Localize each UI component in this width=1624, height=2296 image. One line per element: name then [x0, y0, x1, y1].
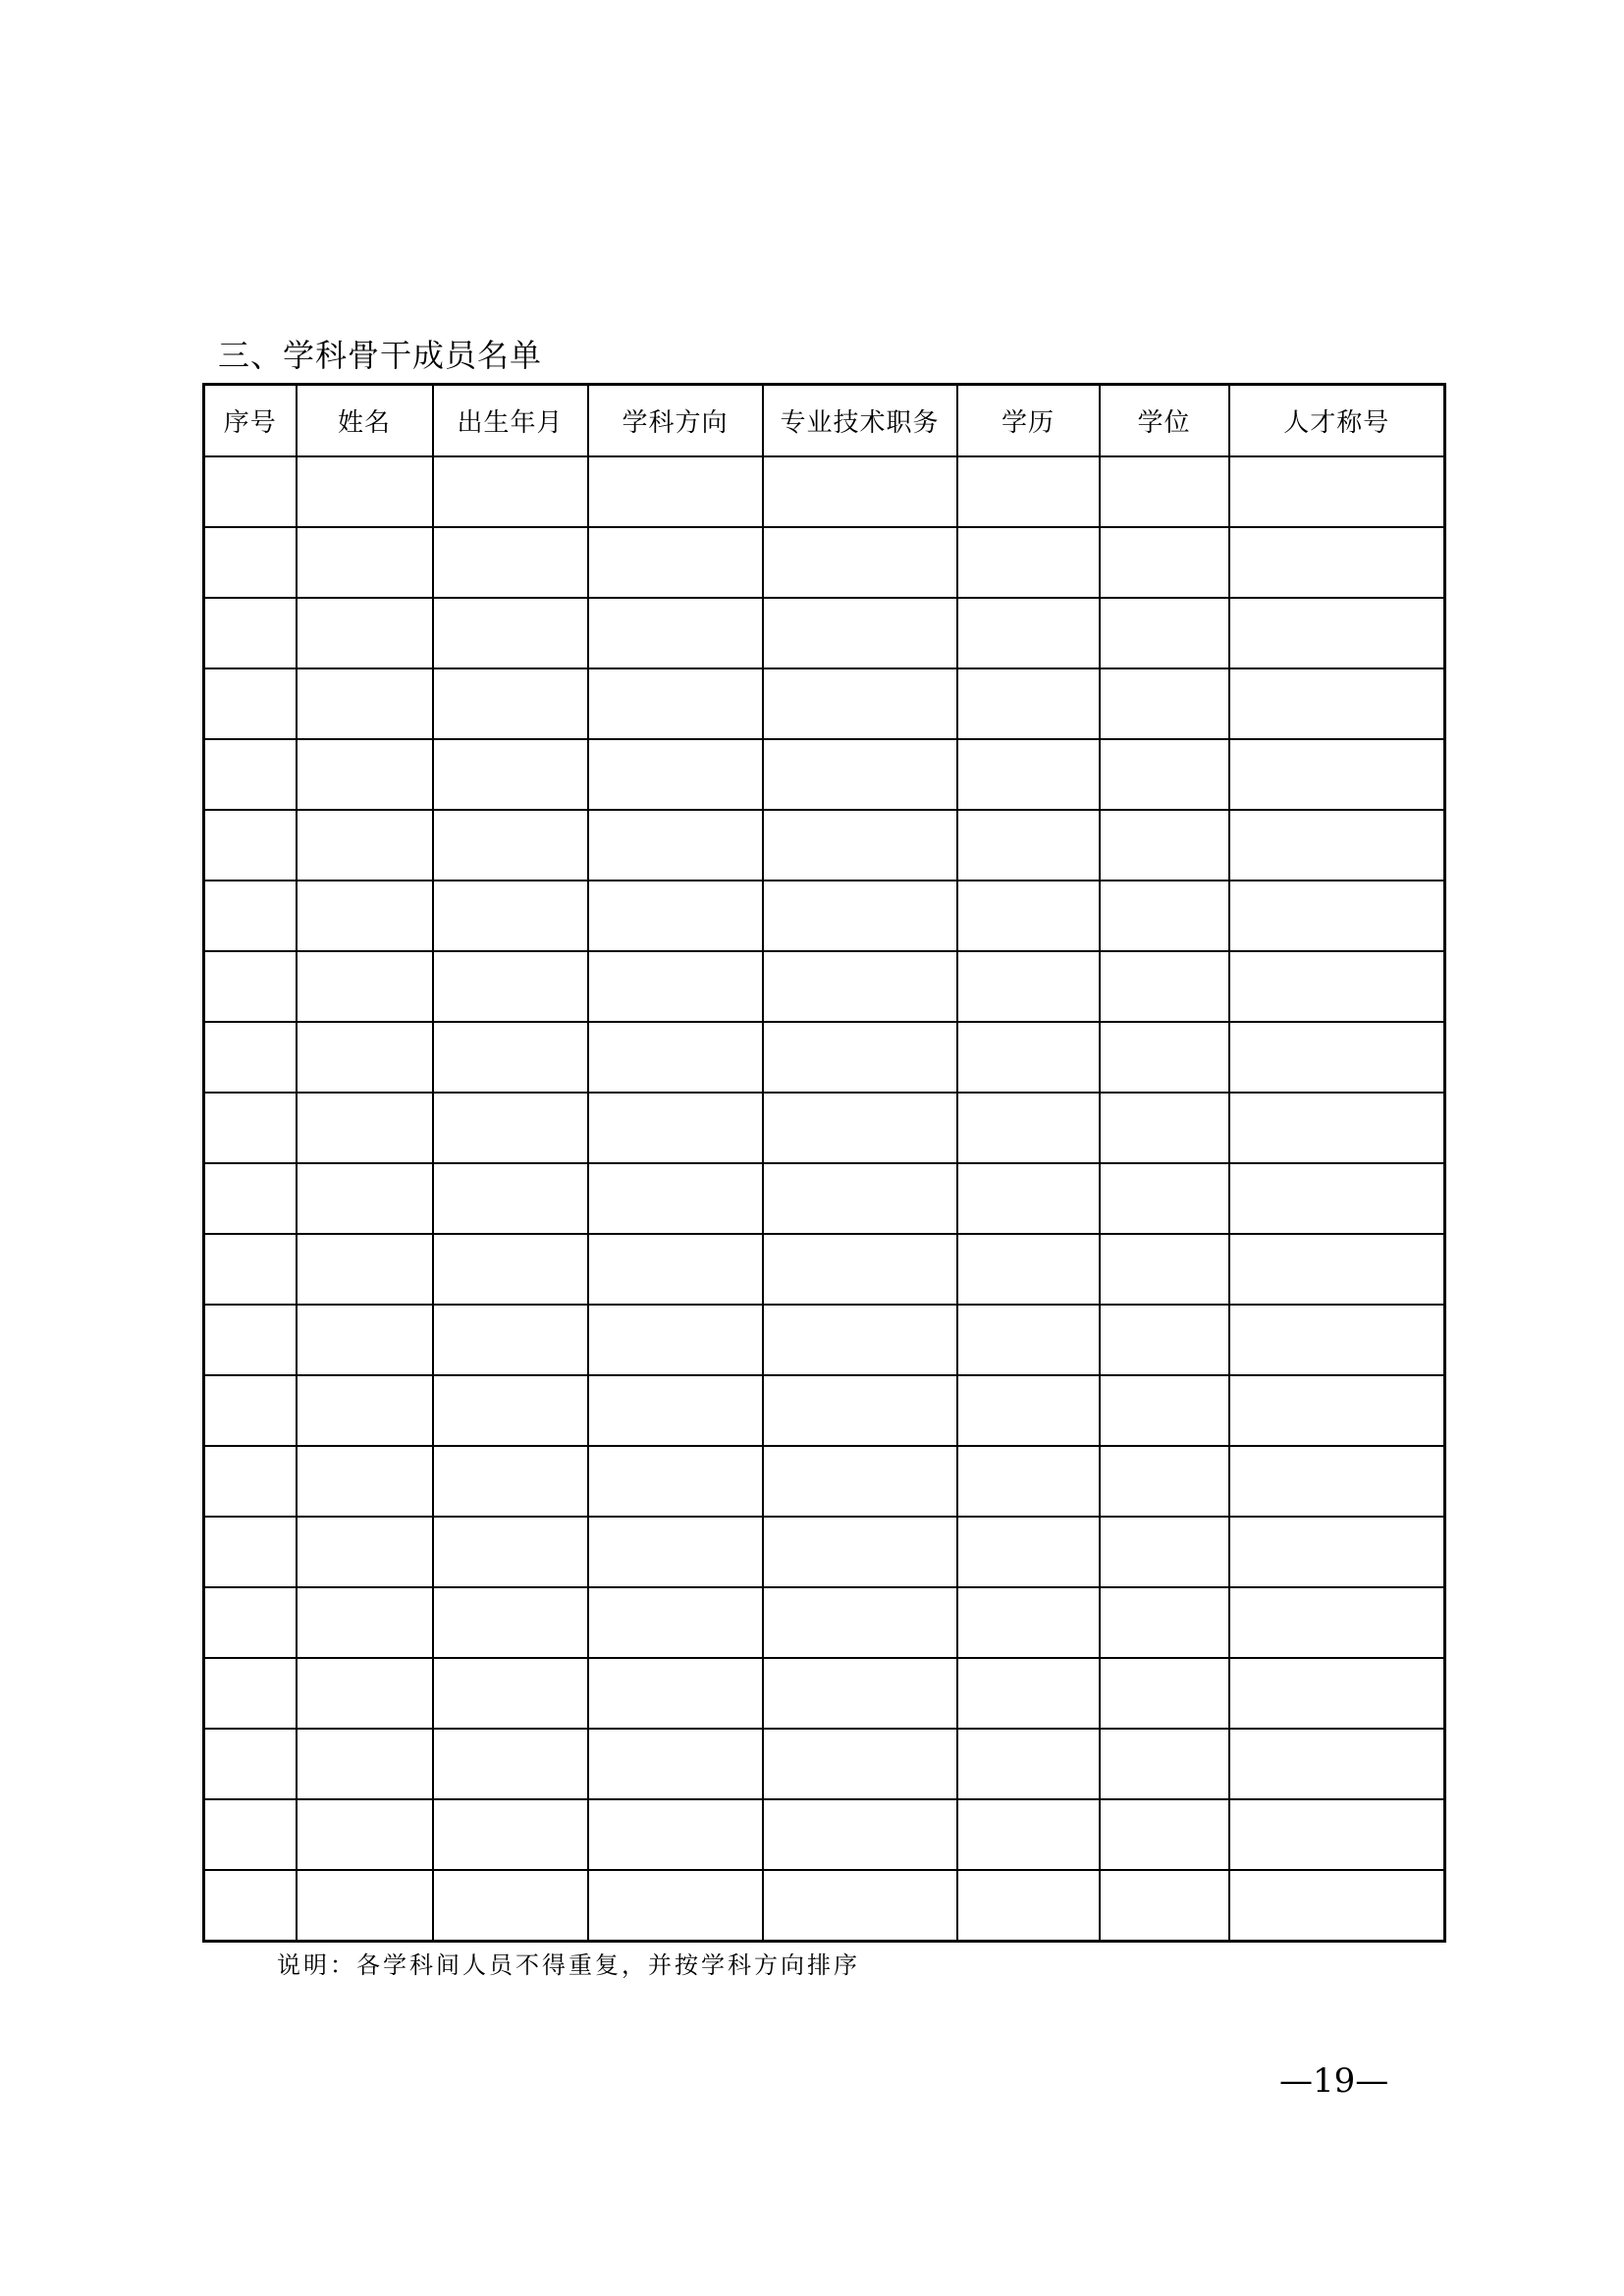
table-cell	[957, 1446, 1100, 1517]
table-cell	[588, 1658, 763, 1729]
table-cell	[1100, 810, 1229, 881]
column-header-talent-title: 人才称号	[1229, 385, 1445, 457]
table-cell	[204, 1658, 297, 1729]
table-cell	[297, 456, 433, 527]
table-cell	[1229, 456, 1445, 527]
table-cell	[1229, 1234, 1445, 1305]
table-cell	[204, 810, 297, 881]
table-cell	[1229, 598, 1445, 668]
table-cell	[588, 1870, 763, 1942]
table-cell	[433, 1234, 588, 1305]
table-cell	[1100, 1517, 1229, 1587]
table-cell	[204, 527, 297, 598]
table-cell	[433, 1446, 588, 1517]
table-cell	[588, 1517, 763, 1587]
table-cell	[433, 739, 588, 810]
column-header-education: 学历	[957, 385, 1100, 457]
table-cell	[297, 1729, 433, 1799]
table-cell	[588, 1093, 763, 1163]
table-cell	[1229, 1517, 1445, 1587]
table-cell	[957, 951, 1100, 1022]
table-cell	[1100, 456, 1229, 527]
table-cell	[297, 1587, 433, 1658]
column-header-birth-date: 出生年月	[433, 385, 588, 457]
table-cell	[297, 881, 433, 951]
table-row	[204, 1375, 1445, 1446]
table-cell	[763, 1799, 957, 1870]
table-row	[204, 1729, 1445, 1799]
table-cell	[204, 1305, 297, 1375]
table-cell	[297, 1517, 433, 1587]
table-cell	[1229, 1587, 1445, 1658]
table-cell	[763, 881, 957, 951]
table-cell	[433, 1163, 588, 1234]
table-cell	[1229, 668, 1445, 739]
table-cell	[763, 598, 957, 668]
table-cell	[1100, 1446, 1229, 1517]
table-cell	[1229, 739, 1445, 810]
table-cell	[433, 881, 588, 951]
footnote-instruction: 说明：各学科间人员不得重复，并按学科方向排序	[277, 1951, 860, 1979]
table-cell	[957, 1870, 1100, 1942]
table-cell	[763, 951, 957, 1022]
table-cell	[1100, 598, 1229, 668]
column-header-discipline-direction: 学科方向	[588, 385, 763, 457]
table-row	[204, 598, 1445, 668]
table-cell	[204, 456, 297, 527]
table-cell	[957, 1587, 1100, 1658]
table-cell	[1229, 1658, 1445, 1729]
table-cell	[433, 1305, 588, 1375]
table-cell	[297, 1163, 433, 1234]
table-cell	[204, 598, 297, 668]
table-cell	[1100, 527, 1229, 598]
table-cell	[763, 1305, 957, 1375]
table-cell	[588, 1799, 763, 1870]
table-cell	[763, 1517, 957, 1587]
table-cell	[763, 668, 957, 739]
table-cell	[588, 1729, 763, 1799]
table-cell	[763, 527, 957, 598]
table-cell	[957, 1658, 1100, 1729]
table-cell	[1100, 1022, 1229, 1093]
table-cell	[1229, 527, 1445, 598]
table-cell	[1229, 1799, 1445, 1870]
table-cell	[763, 1375, 957, 1446]
table-cell	[297, 1375, 433, 1446]
table-cell	[588, 951, 763, 1022]
table-cell	[763, 456, 957, 527]
table-cell	[297, 1799, 433, 1870]
table-cell	[297, 1093, 433, 1163]
table-cell	[957, 1517, 1100, 1587]
table-cell	[297, 668, 433, 739]
table-cell	[433, 951, 588, 1022]
table-cell	[763, 1658, 957, 1729]
page-number: —19—	[1279, 2061, 1389, 2101]
table-row	[204, 1305, 1445, 1375]
table-cell	[588, 1305, 763, 1375]
table-cell	[1100, 739, 1229, 810]
table-row	[204, 739, 1445, 810]
table-cell	[588, 668, 763, 739]
table-cell	[1229, 1870, 1445, 1942]
table-cell	[763, 1446, 957, 1517]
table-cell	[297, 1305, 433, 1375]
table-cell	[763, 1587, 957, 1658]
table-row	[204, 1799, 1445, 1870]
table-cell	[204, 1870, 297, 1942]
table-cell	[1229, 810, 1445, 881]
table-cell	[1229, 1375, 1445, 1446]
table-cell	[1100, 668, 1229, 739]
table-cell	[588, 1022, 763, 1093]
table-cell	[433, 1658, 588, 1729]
table-cell	[957, 739, 1100, 810]
table-cell	[1100, 1799, 1229, 1870]
table-cell	[957, 810, 1100, 881]
table-cell	[1100, 1093, 1229, 1163]
table-cell	[957, 456, 1100, 527]
table-row	[204, 951, 1445, 1022]
column-header-serial-number: 序号	[204, 385, 297, 457]
table-row	[204, 1022, 1445, 1093]
table-cell	[297, 739, 433, 810]
column-header-professional-title: 专业技术职务	[763, 385, 957, 457]
table-cell	[957, 1163, 1100, 1234]
table-cell	[588, 1234, 763, 1305]
column-header-name: 姓名	[297, 385, 433, 457]
table-cell	[957, 1022, 1100, 1093]
table-cell	[588, 739, 763, 810]
table-cell	[1229, 1446, 1445, 1517]
table-cell	[1229, 881, 1445, 951]
table-cell	[433, 1517, 588, 1587]
table-cell	[204, 1587, 297, 1658]
table-cell	[1100, 1729, 1229, 1799]
table-cell	[433, 668, 588, 739]
table-cell	[433, 1729, 588, 1799]
table-cell	[297, 1870, 433, 1942]
table-cell	[297, 1022, 433, 1093]
table-cell	[1100, 1305, 1229, 1375]
table-cell	[297, 951, 433, 1022]
table-cell	[1100, 1234, 1229, 1305]
table-cell	[1100, 881, 1229, 951]
table-cell	[1229, 1305, 1445, 1375]
table-cell	[763, 1234, 957, 1305]
table-cell	[297, 598, 433, 668]
table-cell	[763, 1022, 957, 1093]
table-cell	[1100, 1658, 1229, 1729]
table-cell	[1229, 1729, 1445, 1799]
column-header-degree: 学位	[1100, 385, 1229, 457]
table-cell	[204, 1799, 297, 1870]
table-cell	[433, 456, 588, 527]
table-cell	[588, 810, 763, 881]
table-cell	[957, 1093, 1100, 1163]
table-cell	[204, 668, 297, 739]
table-body	[204, 456, 1445, 1942]
table-row	[204, 1870, 1445, 1942]
table-cell	[204, 881, 297, 951]
table-cell	[957, 668, 1100, 739]
table-cell	[1100, 951, 1229, 1022]
table-cell	[1229, 1093, 1445, 1163]
table-cell	[957, 527, 1100, 598]
table-cell	[204, 739, 297, 810]
table-cell	[1100, 1870, 1229, 1942]
table-cell	[433, 1799, 588, 1870]
table-row	[204, 1234, 1445, 1305]
table-cell	[957, 1305, 1100, 1375]
table-cell	[763, 739, 957, 810]
table-cell	[1229, 1163, 1445, 1234]
table-cell	[763, 810, 957, 881]
table-header-row	[204, 385, 1445, 457]
table-cell	[763, 1163, 957, 1234]
table-cell	[588, 598, 763, 668]
table-row	[204, 668, 1445, 739]
table-cell	[433, 1375, 588, 1446]
table-cell	[433, 1870, 588, 1942]
table-cell	[204, 1022, 297, 1093]
table-cell	[297, 527, 433, 598]
table-cell	[588, 881, 763, 951]
section-title: 三、学科骨干成员名单	[218, 337, 543, 374]
table-cell	[204, 1093, 297, 1163]
table-cell	[763, 1093, 957, 1163]
table-cell	[588, 456, 763, 527]
table-row	[204, 456, 1445, 527]
table-cell	[1229, 1022, 1445, 1093]
table-cell	[204, 1163, 297, 1234]
table-cell	[1229, 951, 1445, 1022]
table-row	[204, 881, 1445, 951]
table-cell	[763, 1870, 957, 1942]
table-cell	[204, 1517, 297, 1587]
table-cell	[957, 598, 1100, 668]
table-cell	[957, 881, 1100, 951]
table-cell	[433, 1587, 588, 1658]
table-cell	[588, 1587, 763, 1658]
table-row	[204, 527, 1445, 598]
table-cell	[297, 1234, 433, 1305]
table-row	[204, 1446, 1445, 1517]
table-cell	[204, 1729, 297, 1799]
table-row	[204, 1658, 1445, 1729]
table-cell	[1100, 1587, 1229, 1658]
table-cell	[433, 598, 588, 668]
table-cell	[433, 1022, 588, 1093]
table-cell	[1100, 1163, 1229, 1234]
member-roster-table	[202, 383, 1446, 1943]
table-row	[204, 810, 1445, 881]
table-cell	[433, 1093, 588, 1163]
table-cell	[297, 1446, 433, 1517]
table-cell	[588, 1375, 763, 1446]
table-cell	[588, 1163, 763, 1234]
table-cell	[957, 1234, 1100, 1305]
table-cell	[204, 951, 297, 1022]
table-cell	[957, 1799, 1100, 1870]
table-row	[204, 1587, 1445, 1658]
table-cell	[957, 1729, 1100, 1799]
table-cell	[297, 810, 433, 881]
table-cell	[957, 1375, 1100, 1446]
table-cell	[297, 1658, 433, 1729]
table-cell	[433, 810, 588, 881]
table-row	[204, 1093, 1445, 1163]
table-cell	[204, 1375, 297, 1446]
table-cell	[588, 1446, 763, 1517]
table-row	[204, 1163, 1445, 1234]
table-cell	[433, 527, 588, 598]
table-cell	[1100, 1375, 1229, 1446]
table-cell	[204, 1234, 297, 1305]
table-cell	[204, 1446, 297, 1517]
table-row	[204, 1517, 1445, 1587]
table-cell	[763, 1729, 957, 1799]
table-cell	[588, 527, 763, 598]
